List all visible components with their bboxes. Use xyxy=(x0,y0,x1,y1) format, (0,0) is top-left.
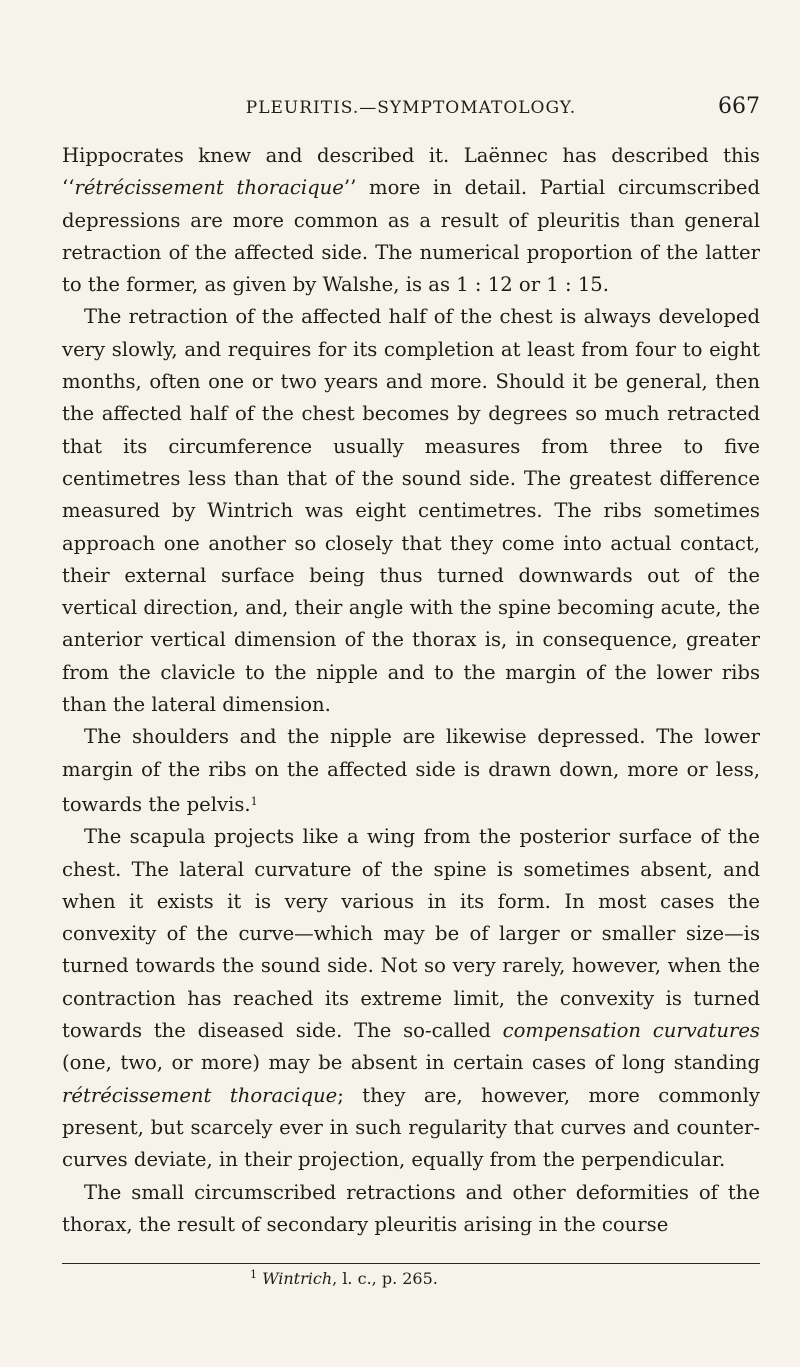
paragraph: The retraction of the affected half of the chest is always developed very slowly, and requires for its completion at least from four to eight months, often one or two years and more. Should it be general, then the affected half of the chest becomes by degrees so much retracted that its circumference usually measures from three to five centimetres less than that of the sound side. The greatest difference measured by Wintrich was eight centimetres. The ribs sometimes approach one another so closely that they come into actual contact, their external surface being thus turned downwards out of the vertical direction, and, their angle with the spine becoming acute, the anterior vertical dimension of the thorax is, in consequence, greater from the clavicle to the nipple and to the margin of the lower ribs than the lateral dimension. xyxy=(62,305,760,717)
text-run: (one, two, or more) may be absent in certain cases of long standing xyxy=(62,1051,760,1075)
footnote-marker: 1 xyxy=(250,794,258,808)
text-run: The scapula projects like a wing from the posterior surface of the chest. The lateral curvature of the spine is sometimes absent, and when it exists it is very various in its form. In most cases the convexity of the curve—which may be of larger or smaller size—is turned towards the sound side. Not so very rarely, however, when the contraction has reached its extreme limit, the convexity is turned towards the diseased side. The so-called xyxy=(62,825,760,1043)
running-head: PLEURITIS.—SYMPTOMATOLOGY. xyxy=(245,98,577,118)
text-run: ; they are, however, more commonly present, but scarcely ever in such regularity that curves and counter-curves deviate, in their projection, equally from the perpendicular. xyxy=(62,1083,760,1172)
text-run: ’’ more in detail. Partial circumscribed depressions are more common as a result of pleuritis than general retraction of the affected side. The numerical proportion of the latter to the former, as given by Walshe, is as 1 : 12 or 1 : 15. xyxy=(62,176,760,297)
italic-term: rétrécissement thoracique xyxy=(62,1083,338,1107)
italic-term: rétrécissement thoracique xyxy=(74,176,344,200)
footnote-author: Wintrich xyxy=(262,1269,333,1288)
footnote xyxy=(250,1265,438,1289)
footnote-number: 1 xyxy=(250,1268,257,1281)
paragraph xyxy=(62,821,760,1176)
italic-term: compensation curvatures xyxy=(502,1019,760,1043)
page-header xyxy=(62,94,760,128)
footnote-divider xyxy=(62,1263,760,1264)
paragraph xyxy=(62,140,760,301)
text-run: The shoulders and the nipple are likewise depressed. The lower margin of the ribs on the affected side is drawn down, more or less, towards the pelvis. xyxy=(62,725,760,816)
page-number: 667 xyxy=(718,94,760,119)
paragraph xyxy=(62,721,760,821)
body-text xyxy=(62,140,760,1241)
text-run: Hippocrates knew and described it. Laënnec has described this ‘‘ xyxy=(62,144,760,200)
paragraph: The small circumscribed retractions and other deformities of the thorax, the result of secondary pleuritis arising in the course xyxy=(62,1180,760,1236)
footnote-reference: , l. c., p. 265. xyxy=(332,1269,438,1288)
